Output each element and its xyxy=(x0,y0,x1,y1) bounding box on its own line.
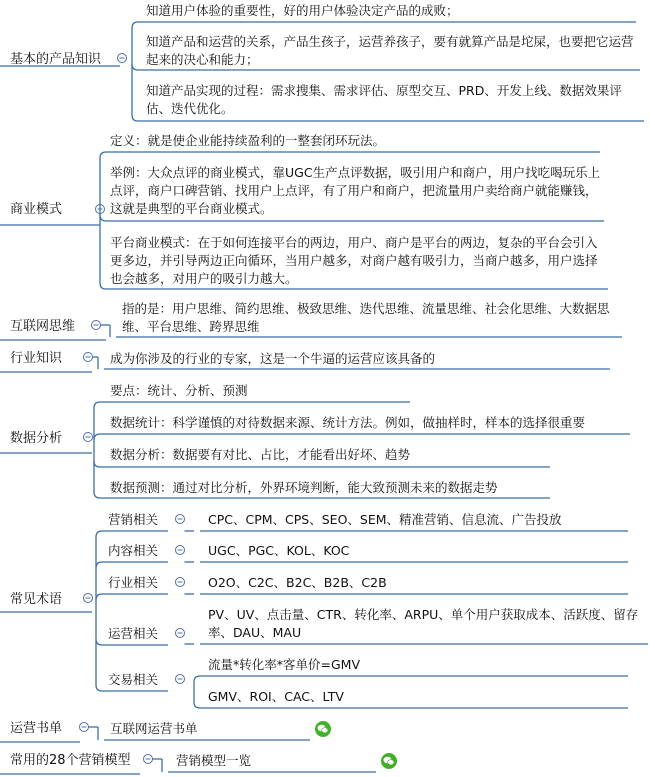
branch-curve xyxy=(96,531,102,537)
child-node: 数据预测：通过对比分析，外界环境判断，能大致预测未来的数据走势 xyxy=(110,480,498,495)
child-node: 互联网运营书单 xyxy=(110,721,198,736)
child-node: 知道产品实现的过程：需求搜集、需求评估、原型交互、PRD、开发上线、数据效果评估、迭代优化。 xyxy=(146,83,622,116)
section-title: 常见术语 xyxy=(10,592,63,607)
branch-curve xyxy=(94,434,100,440)
leaf-curve xyxy=(194,676,200,682)
child-node: 举例：大众点评的商业模式，靠UGC生产点评数据，吸引用户和商户，用户找吃喝玩乐上点评，商户口碑营销、找用户上点评，有了用户和商户，把流量用户卖给商户就能赚钱，这就是典型的平台商业模式。 xyxy=(110,165,601,216)
collapse-minus-icon[interactable] xyxy=(80,723,89,732)
branch-curve xyxy=(96,594,102,600)
branch-curve xyxy=(132,64,138,70)
leaf-node: PV、UV、点击量、CTR、转化率、ARPU、单个用户获取成本、活跃度、留存率、DAU、MAU xyxy=(208,607,639,640)
branch-curve xyxy=(96,685,102,691)
section-title: 基本的产品知识 xyxy=(10,52,102,67)
collapse-minus-icon[interactable] xyxy=(84,594,93,603)
collapse-minus-icon[interactable] xyxy=(176,675,185,684)
branch-curve xyxy=(100,215,106,221)
child-node: 知道用户体验的重要性，好的用户体验决定产品的成败； xyxy=(146,3,459,18)
child-node: 数据分析：数据要有对比、占比，才能看出好坏、趋势 xyxy=(110,447,411,462)
branch-curve xyxy=(132,22,138,28)
child-node: 要点：统计、分析、预测 xyxy=(110,383,248,398)
collapse-minus-icon[interactable] xyxy=(92,321,101,330)
section-title: 互联网思维 xyxy=(10,319,76,334)
branch-curve xyxy=(100,283,106,289)
leaf-node: 流量*转化率*客单价=GMV xyxy=(208,657,360,672)
branch-curve xyxy=(132,115,138,121)
child-node: 定义：就是使企业能持续盈利的一整套闭环玩法。 xyxy=(110,133,386,148)
collapse-minus-icon[interactable] xyxy=(176,629,185,638)
collapse-minus-icon[interactable] xyxy=(176,578,185,587)
child-node: 营销模型一览 xyxy=(176,753,252,768)
branch-curve xyxy=(94,461,100,467)
collapse-minus-icon[interactable] xyxy=(144,755,153,764)
child-node: 平台商业模式：在于如何连接平台的两边，用户、商户是平台的两边，复杂的平台会引入更多边，并引导两边正向循环，当用户越多，对商户越有吸引力，当商户越多，用户选择也会越多，对用户的吸引力越大。 xyxy=(110,235,598,286)
wechat-icon[interactable] xyxy=(314,720,332,738)
child-node: 营销相关 xyxy=(108,512,159,527)
collapse-minus-icon[interactable] xyxy=(84,353,93,362)
collapse-minus-icon[interactable] xyxy=(176,515,185,524)
branch-curve xyxy=(96,562,102,568)
branch-curve xyxy=(94,402,100,408)
leaf-node: UGC、PGC、KOL、KOC xyxy=(208,543,350,558)
section-title: 运营书单 xyxy=(10,721,63,736)
section-title: 数据分析 xyxy=(10,431,63,446)
section-title: 商业模式 xyxy=(10,202,63,217)
leaf-node: CPC、CPM、CPS、SEO、SEM、精准营销、信息流、广告投放 xyxy=(208,512,562,527)
section-title: 行业知识 xyxy=(10,351,63,366)
child-node: 成为你涉及的行业的专家，这是一个牛逼的运营应该具备的 xyxy=(110,351,436,366)
collapse-minus-icon[interactable] xyxy=(118,54,127,63)
branch-curve xyxy=(94,492,100,498)
child-node: 数据统计：科学谨慎的对待数据来源、统计方法。例如，做抽样时，样本的选择很重要 xyxy=(110,415,586,430)
leaf-curve xyxy=(194,702,200,708)
branch-curve xyxy=(100,152,106,158)
branch-curve xyxy=(96,639,102,645)
child-node: 内容相关 xyxy=(108,543,159,558)
child-node: 运营相关 xyxy=(108,626,159,641)
child-node: 行业相关 xyxy=(108,575,159,590)
leaf-node: O2O、C2C、B2C、B2B、C2B xyxy=(208,575,387,590)
child-node: 交易相关 xyxy=(108,672,159,687)
section-title: 常用的28个营销模型 xyxy=(10,753,131,768)
collapse-minus-icon[interactable] xyxy=(84,433,93,442)
child-node: 知道产品和运营的关系，产品生孩子，运营养孩子，要有就算产品是坨屎，也要把它运营起来的决心和能力； xyxy=(146,34,634,67)
collapse-minus-icon[interactable] xyxy=(176,546,185,555)
leaf-node: GMV、ROI、CAC、LTV xyxy=(208,689,344,704)
child-node: 指的是：用户思维、简约思维、极致思维、迭代思维、流量思维、社会化思维、大数据思维、平台思维、跨界思维 xyxy=(122,301,610,334)
wechat-icon[interactable] xyxy=(380,752,398,770)
